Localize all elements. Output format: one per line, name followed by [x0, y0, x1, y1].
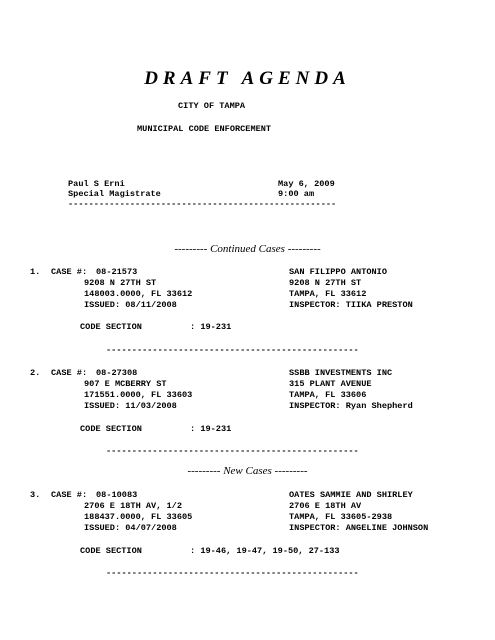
code-section-label: CODE SECTION	[80, 322, 142, 332]
case-label: CASE #:	[51, 490, 88, 500]
property-folio: 148003.0000, FL 33612	[84, 289, 193, 299]
official-title: Special Magistrate	[68, 189, 161, 199]
section-dashes-right: ---------	[287, 243, 321, 255]
code-section-label: CODE SECTION	[80, 546, 142, 556]
meeting-date: May 6, 2009	[278, 179, 335, 189]
meeting-divider: ----------------------------------------------------	[68, 199, 337, 209]
section-header-continued	[0, 243, 495, 255]
case-divider: -------------------------------------------------	[106, 446, 359, 456]
case-label: CASE #:	[51, 368, 88, 378]
case-id: 08-27308	[96, 368, 138, 378]
city-name: CITY OF TAMPA	[178, 101, 246, 111]
case-label: CASE #:	[51, 267, 88, 277]
case-id: 08-10083	[96, 490, 138, 500]
issued-date: ISSUED: 11/03/2008	[84, 401, 177, 411]
owner-address: 2706 E 18TH AV	[289, 501, 362, 511]
code-section-value: : 19-46, 19-47, 19-50, 27-133	[190, 546, 340, 556]
section-dashes-left: ---------	[174, 243, 208, 255]
inspector: INSPECTOR: ANGELINE JOHNSON	[289, 523, 429, 533]
section-dashes-right: ---------	[274, 465, 308, 477]
case-divider: -------------------------------------------------	[106, 345, 359, 355]
section-header-new	[0, 465, 495, 477]
case-number: 3.	[30, 490, 41, 500]
code-section-label: CODE SECTION	[80, 424, 142, 434]
official-name: Paul S Erni	[68, 179, 125, 189]
property-address: 907 E MCBERRY ST	[84, 379, 167, 389]
case-divider: -------------------------------------------------	[106, 568, 359, 578]
property-address: 9208 N 27TH ST	[84, 278, 157, 288]
owner-address: 315 PLANT AVENUE	[289, 379, 372, 389]
case-number: 1.	[30, 267, 41, 277]
department-name: MUNICIPAL CODE ENFORCEMENT	[137, 124, 272, 134]
section-label: Continued Cases	[210, 243, 285, 255]
owner-city: TAMPA, FL 33606	[289, 390, 367, 400]
inspector: INSPECTOR: TIIKA PRESTON	[289, 300, 413, 310]
owner-city: TAMPA, FL 33612	[289, 289, 367, 299]
section-label: New Cases	[223, 465, 272, 477]
issued-date: ISSUED: 04/07/2008	[84, 523, 177, 533]
case-number: 2.	[30, 368, 41, 378]
document-title: DRAFT AGENDA	[144, 68, 351, 89]
issued-date: ISSUED: 08/11/2008	[84, 300, 177, 310]
meeting-time: 9:00 am	[278, 189, 315, 199]
code-section-value: : 19-231	[190, 322, 232, 332]
owner-name: SAN FILIPPO ANTONIO	[289, 267, 387, 277]
property-folio: 188437.0000, FL 33605	[84, 512, 193, 522]
owner-name: SSBB INVESTMENTS INC	[289, 368, 393, 378]
inspector: INSPECTOR: Ryan Shepherd	[289, 401, 413, 411]
owner-city: TAMPA, FL 33605-2938	[289, 512, 393, 522]
section-dashes-left: ---------	[187, 465, 221, 477]
owner-name: OATES SAMMIE AND SHIRLEY	[289, 490, 413, 500]
property-folio: 171551.0000, FL 33603	[84, 390, 193, 400]
code-section-value: : 19-231	[190, 424, 232, 434]
owner-address: 9208 N 27TH ST	[289, 278, 362, 288]
property-address: 2706 E 18TH AV, 1/2	[84, 501, 182, 511]
case-id: 08-21573	[96, 267, 138, 277]
